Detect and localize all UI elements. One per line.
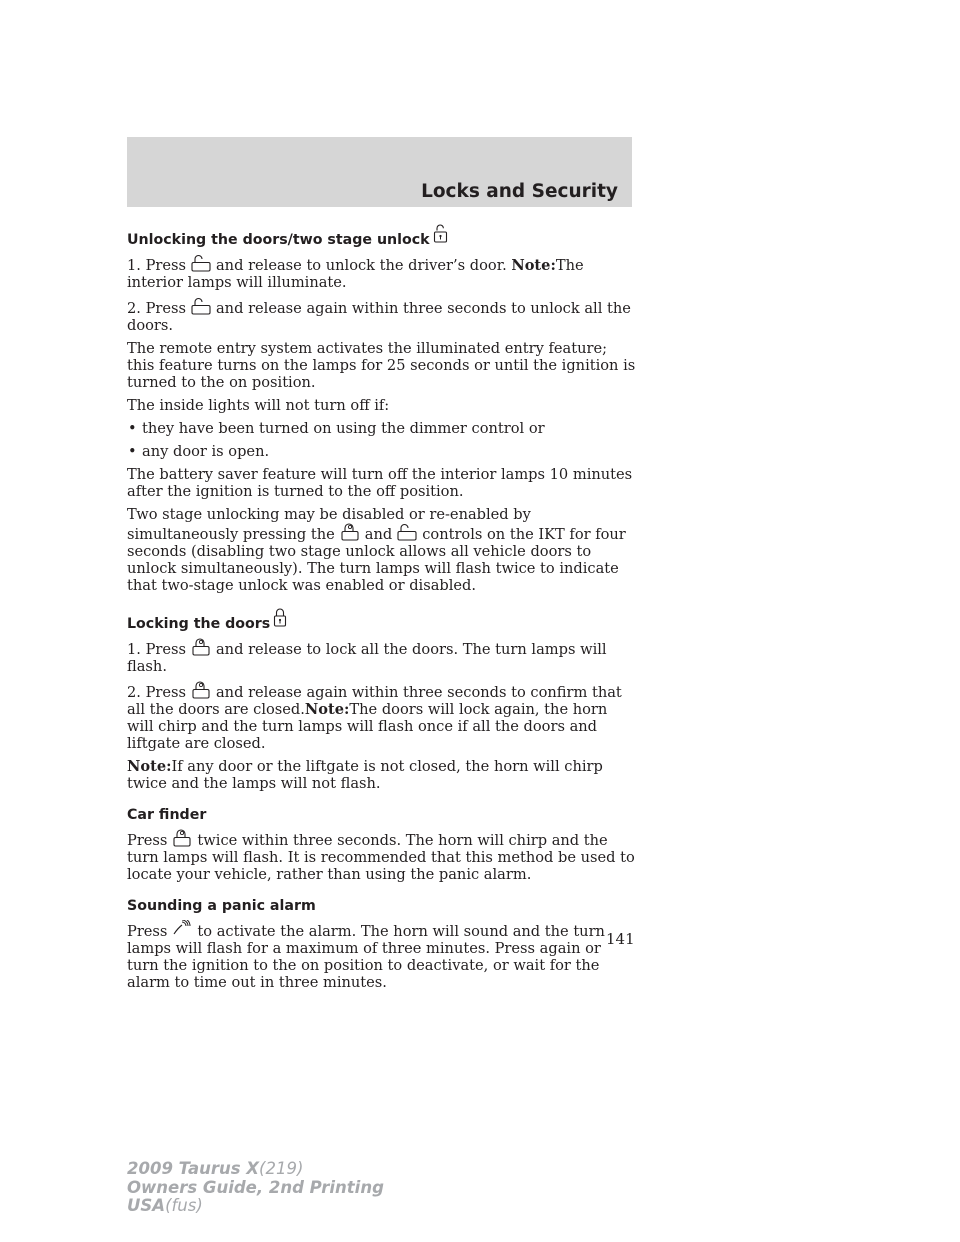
heading-locking: Locking the doors <box>127 608 637 633</box>
footer-line-2: Owners Guide, 2nd Printing <box>127 1177 384 1197</box>
unlock-step-1: 1. Press and release to unlock the driver’s door. Note:The interior lamps will illuminate. <box>127 254 637 291</box>
car-finder-text: Press twice within three seconds. The horn will chirp and the turn lamps will flash. It is recommended that this method be used to locate your vehicle, rather than using the panic alarm. <box>127 829 637 883</box>
unlock-paragraph-4: Two stage unlocking may be disabled or re-enabled by simultaneously pressing the and controls on the IKT for four seconds (disabling two stage unlock allows all vehicle doors to unlock simultaneously). The turn lamps will flash twice to indicate that two-stage unlock was enabled or disabled. <box>127 506 626 594</box>
unlock-paragraph-1: The remote entry system activates the illuminated entry feature; this feature turns on the lamps for 25 seconds or until the ignition is turned to the on position. <box>127 340 636 391</box>
page-number: 141 <box>606 930 635 948</box>
heading-panic-alarm: Sounding a panic alarm <box>127 898 316 914</box>
lock-icon <box>273 608 287 627</box>
lock-note: Note:If any door or the liftgate is not closed, the horn will chirp twice and the lamps will not flash. <box>127 758 603 792</box>
lock-step-1: 1. Press and release to lock all the doors. The turn lamps will flash. <box>127 638 637 675</box>
lock-icon <box>188 638 214 656</box>
unlock-icon <box>188 297 214 315</box>
lock-step-2: 2. Press and release again within three seconds to confirm that all the doors are closed.Note:The doors will lock again, the horn will chirp and the turn lamps will flash once if all the doors and liftgate are closed. <box>127 681 637 752</box>
bullet-list <box>127 420 637 460</box>
unlock-step-2: 2. Press and release again within three seconds to unlock all the doors. <box>127 297 637 334</box>
list-item: • they have been turned on using the dimmer control or <box>128 420 545 437</box>
footer-imprint <box>127 1160 384 1216</box>
section-header-band <box>127 137 632 207</box>
page-content <box>127 224 637 997</box>
heading-car-finder: Car finder <box>127 807 207 823</box>
unlock-paragraph-3: The battery saver feature will turn off the interior lamps 10 minutes after the ignition is turned to the off position. <box>127 466 633 500</box>
unlock-icon <box>394 523 420 541</box>
lock-icon <box>337 523 363 541</box>
lock-icon <box>169 829 195 847</box>
unlock-icon <box>188 254 214 272</box>
panic-icon <box>169 920 195 938</box>
footer-line-3: USA(fus) <box>127 1196 203 1215</box>
list-item: • any door is open. <box>128 443 270 460</box>
panic-text: Press to activate the alarm. The horn will sound and the turn lamps will flash for a maximum of three minutes. Press again or turn the ignition to the on position to deactivate, or wait for the alarm to time out in three minutes. <box>127 920 637 991</box>
unlock-paragraph-2: The inside lights will not turn off if: <box>127 397 390 414</box>
unlock-icon <box>433 224 448 243</box>
lock-icon <box>188 681 214 699</box>
section-title: Locks and Security <box>421 181 618 202</box>
heading-unlocking: Unlocking the doors/two stage unlock <box>127 224 637 249</box>
footer-line-1: 2009 Taurus X(219) <box>127 1159 304 1178</box>
